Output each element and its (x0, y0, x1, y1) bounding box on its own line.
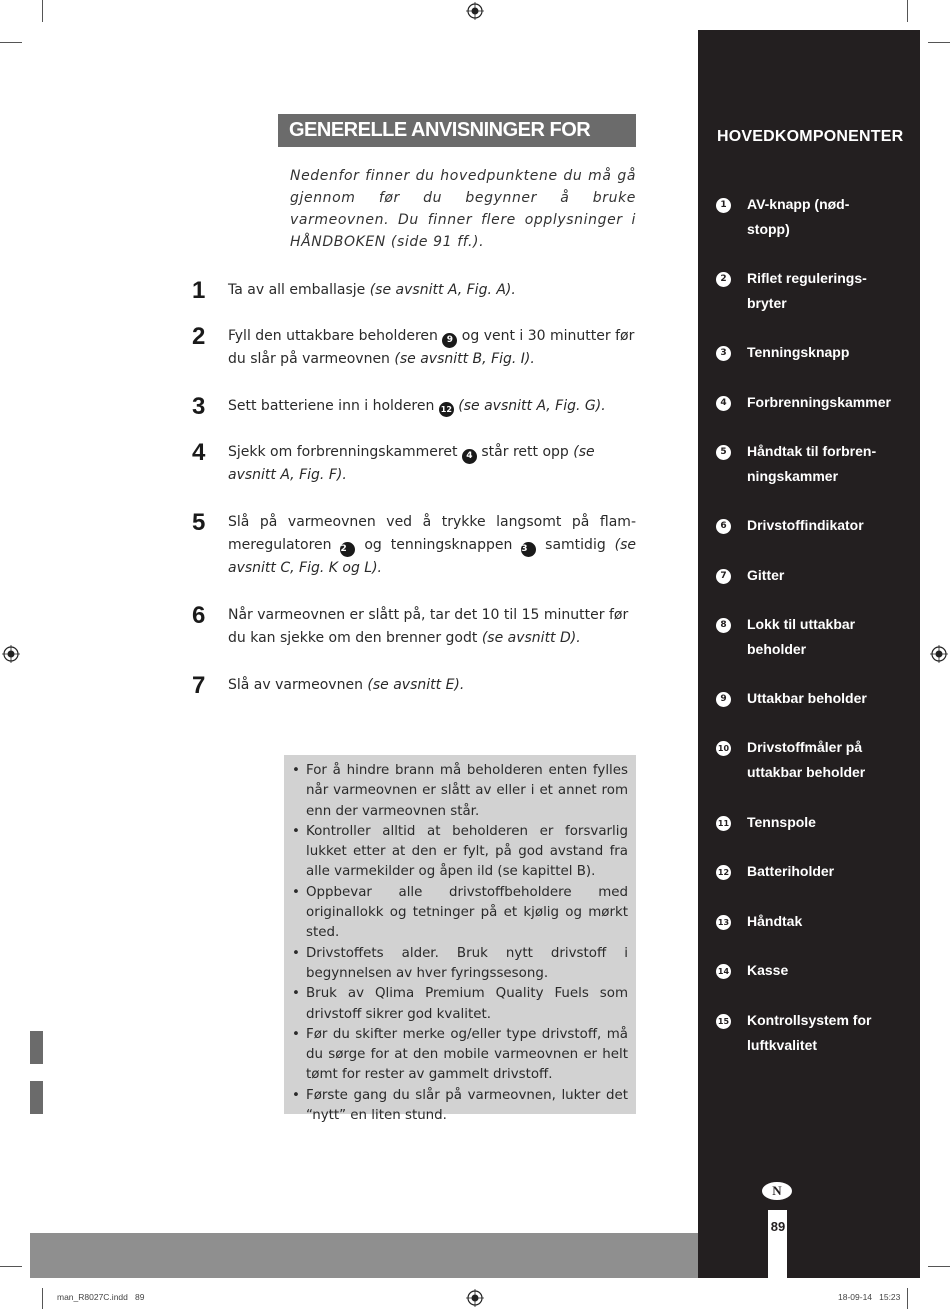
page-title: GENERELLE ANVISNINGER FOR BRUK (278, 114, 636, 147)
component-ref-badge: 4 (462, 449, 477, 464)
step-text (228, 441, 636, 487)
component-number-badge: 2 (716, 272, 731, 287)
language-badge: N (762, 1182, 792, 1200)
crop-mark (42, 0, 43, 22)
step-reference: (se avsnitt B, Fig. I). (394, 351, 535, 367)
registration-mark-icon (466, 2, 484, 20)
component-number-badge: 8 (716, 618, 731, 633)
crop-mark (928, 42, 950, 43)
component-number-badge: 13 (716, 915, 731, 930)
list-item: • For å hindre brann må beholderen enten fylles når varmeovnen er slått av eller i et annet rom enn der varmeovnen står. (292, 761, 628, 822)
step-text-part: står rett opp (476, 444, 574, 460)
component-number-badge: 14 (716, 964, 731, 979)
step-text-part: samtidig (536, 537, 615, 553)
step-text-part: Når varmeovnen er slått på, tar det 10 til 15 minutter før du kan sjekke om den brenner godt (228, 607, 629, 646)
component-number-badge: 11 (716, 816, 731, 831)
component-label: Uttakbar beholder (747, 690, 867, 706)
registration-mark-icon (2, 645, 20, 663)
component-label: Kasse (747, 962, 789, 978)
component-label: Drivstoffmåler på uttakbar beholder (747, 739, 866, 780)
safety-notes-box (284, 755, 636, 1124)
component-number-badge: 12 (716, 865, 731, 880)
crop-mark (928, 1266, 950, 1267)
step-number: 6 (192, 602, 206, 629)
crop-mark (0, 42, 22, 43)
component-number-badge: 4 (716, 396, 731, 411)
step-text (228, 674, 636, 697)
step-number: 2 (192, 323, 206, 350)
component-label: Gitter (747, 567, 785, 583)
list-item: • Oppbevar alle drivstoffbeholdere med originallokk og tetninger på et kjølig og mørkt sted. (292, 883, 628, 944)
step-number: 7 (192, 672, 206, 699)
step-text (228, 511, 636, 580)
component-label: Drivstoffindikator (747, 517, 864, 533)
component-label: Tenningsknapp (747, 344, 850, 360)
component-label: Kontrollsystem for luftkvalitet (747, 1012, 872, 1053)
step-text-part: Fyll den uttakbare beholderen (228, 328, 443, 344)
step-text-part: og vent i 30 minutter før du slår på varmeovnen (228, 328, 635, 367)
component-label: Tennspole (747, 814, 816, 830)
step-reference: (se avsnitt E). (367, 677, 465, 693)
step-text (228, 279, 636, 302)
intro-paragraph: Nedenfor finner du hovedpunktene du må gå gjennom før du begynner å bruke varmeovnen. Du finner flere opplysninger i HÅNDBOKEN (side 91 ff.). (290, 168, 636, 250)
step-text (228, 325, 636, 371)
list-item: • Drivstoffets alder. Bruk nytt drivstoff i begynnelsen av hver fyringssesong. (292, 944, 628, 985)
step-text (228, 604, 636, 650)
component-label: AV-knapp (nød-stopp) (747, 196, 850, 237)
component-label: Håndtak (747, 913, 803, 929)
component-label: Batteriholder (747, 863, 835, 879)
registration-mark-icon (466, 1289, 484, 1307)
date-slug: 18-09-14 15:23 (838, 1292, 901, 1302)
footer-bar (30, 1233, 698, 1278)
component-label: Riflet regulerings-bryter (747, 270, 867, 311)
step-reference: (se avsnitt D). (481, 630, 581, 646)
step-text-part: Slå av varmeovnen (228, 677, 368, 693)
component-number-badge: 6 (716, 519, 731, 534)
list-item: • Første gang du slår på varmeovnen, lukter det “nytt” en liten stund. (292, 1086, 628, 1127)
step-reference: (se avsnitt A, Fig. F). (228, 444, 595, 483)
step-reference: (se avsnitt A, Fig. G). (453, 398, 606, 414)
component-ref-badge: 12 (439, 402, 454, 417)
component-label: Håndtak til forbren-ningskammer (747, 443, 877, 484)
crop-mark (907, 0, 908, 22)
step-number: 5 (192, 509, 206, 536)
component-number-badge: 9 (716, 692, 731, 707)
component-ref-badge: 9 (442, 333, 457, 348)
crop-mark (42, 1288, 43, 1309)
step-text-part: Slå på varmeovnen ved å trykke langsomt på flam-meregulatoren (228, 514, 636, 553)
step-text-part: Ta av all emballasje (228, 282, 370, 298)
crop-mark (0, 1266, 22, 1267)
step-text (228, 395, 636, 418)
step-number: 4 (192, 439, 206, 466)
registration-mark-icon (930, 645, 948, 663)
step-number: 3 (192, 393, 206, 420)
sidebar-title: HOVEDKOMPONENTER (717, 128, 904, 145)
page-number: 89 (770, 1219, 786, 1234)
component-label: Forbrenningskammer (747, 394, 891, 410)
component-number-badge: 5 (716, 445, 731, 460)
list-item: • Før du skifter merke og/eller type drivstoff, må du sørge for at den mobile varmeovnen er helt tømt for rester av gammelt drivstoff. (292, 1025, 628, 1086)
list-item: • Bruk av Qlima Premium Quality Fuels som drivstoff sikrer god kvalitet. (292, 984, 628, 1025)
component-number-badge: 7 (716, 569, 731, 584)
step-text-part: Sjekk om forbrenningskammeret (228, 444, 462, 460)
edge-tab-mark (30, 1081, 43, 1114)
component-number-badge: 3 (716, 346, 731, 361)
component-number-badge: 10 (716, 741, 731, 756)
step-number: 1 (192, 277, 206, 304)
step-text-part: og tenningsknappen (355, 537, 522, 553)
file-slug: man_R8027C.indd 89 (57, 1292, 145, 1302)
component-number-badge: 15 (716, 1014, 731, 1029)
step-reference: (se avsnitt C, Fig. K og L). (228, 537, 636, 576)
crop-mark (907, 1288, 908, 1309)
component-ref-badge: 2 (340, 542, 355, 557)
edge-tab-mark (30, 1031, 43, 1064)
component-number-badge: 1 (716, 198, 731, 213)
step-reference: (se avsnitt A, Fig. A). (369, 282, 516, 298)
step-text-part: Sett batteriene inn i holderen (228, 398, 439, 414)
component-label: Lokk til uttakbar beholder (747, 616, 856, 657)
component-ref-badge: 3 (521, 542, 536, 557)
list-item: • Kontroller alltid at beholderen er forsvarlig lukket etter at den er fylt, på god avstand fra alle varmekilder og åpen ild (se kapittel B). (292, 822, 628, 883)
